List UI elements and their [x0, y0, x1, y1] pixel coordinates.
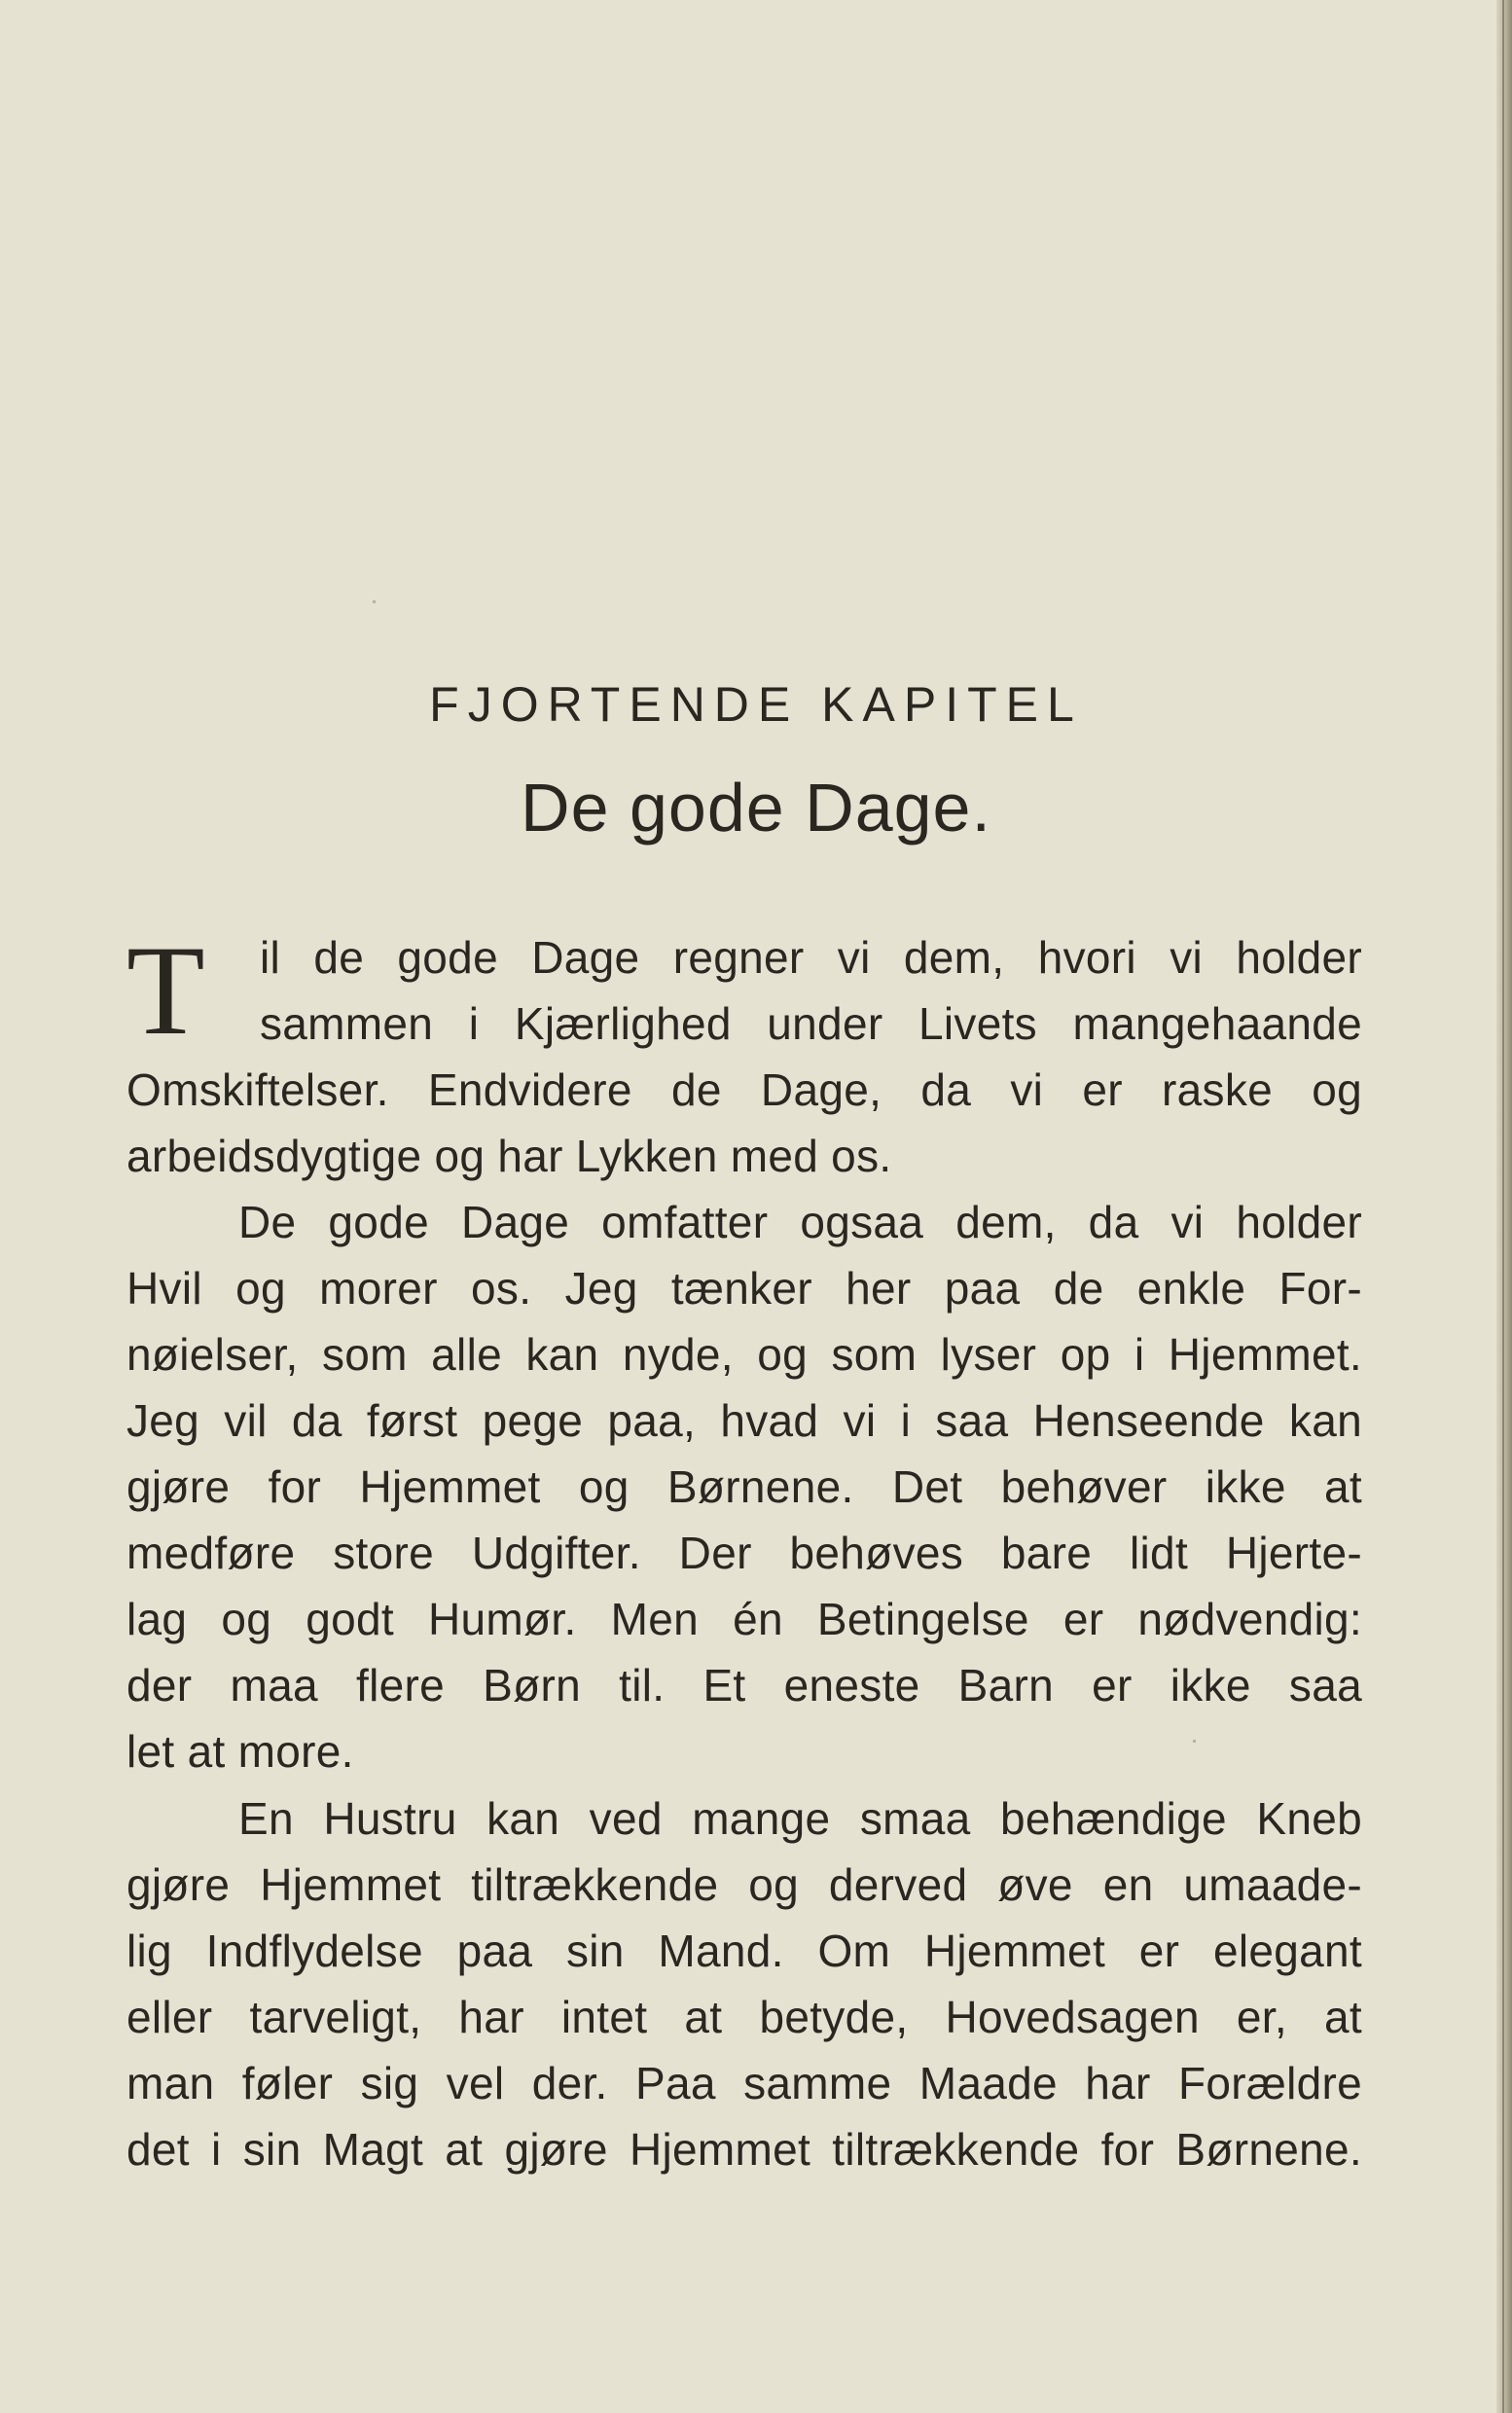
text-line: gjøre for Hjemmet og Børnene. Det behøver ikke at: [126, 1461, 1362, 1512]
text-line: lag og godt Humør. Men én Betingelse er nødvendig:: [126, 1594, 1362, 1644]
book-page-edge: [1496, 0, 1512, 2413]
text-line: Jeg vil da først pege paa, hvad vi i saa Henseende kan: [126, 1395, 1362, 1446]
paragraph-2: [126, 1189, 1362, 1784]
text-line: nøielser, som alle kan nyde, og som lyser op i Hjemmet.: [126, 1329, 1362, 1380]
text-line: det i sin Magt at gjøre Hjemmet tiltrækkende for Børnene.: [126, 2124, 1362, 2175]
drop-cap: T: [126, 918, 205, 1062]
paper-speck: [373, 600, 376, 603]
first-line-text: il de gode Dage regner vi dem, hvori vi holder: [260, 932, 1362, 983]
text-line: medføre store Udgifter. Der behøves bare lidt Hjerte-: [126, 1528, 1362, 1578]
text-line: man føler sig vel der. Paa samme Maade har Forældre: [126, 2058, 1362, 2108]
text-line: let at more.: [126, 1726, 354, 1777]
paragraph-1: [126, 918, 1362, 1189]
paragraph-3: [126, 1785, 1362, 2182]
text-line: gjøre Hjemmet tiltrækkende og derved øve en umaade-: [126, 1859, 1362, 1910]
text-line: lig Indflydelse paa sin Mand. Om Hjemmet er elegant: [126, 1926, 1362, 1976]
text-line: Omskiftelser. Endvidere de Dage, da vi er raske og: [126, 1064, 1362, 1115]
text-line: En Hustru kan ved mange smaa behændige Kneb: [238, 1793, 1362, 1844]
text-line: der maa flere Børn til. Et eneste Barn er ikke saa: [126, 1660, 1362, 1711]
chapter-label: FJORTENDE KAPITEL: [429, 677, 1083, 732]
text-line: De gode Dage omfatter ogsaa dem, da vi holder: [238, 1197, 1362, 1247]
text-line: arbeidsdygtige og har Lykken med os.: [126, 1131, 892, 1181]
text-line: sammen i Kjærlighed under Livets mangehaande: [260, 998, 1362, 1049]
text-line: Hvil og morer os. Jeg tænker her paa de enkle For-: [126, 1263, 1362, 1314]
text-line: eller tarveligt, har intet at betyde, Hovedsagen er, at: [126, 1992, 1362, 2042]
chapter-title: De gode Dage.: [521, 770, 991, 846]
